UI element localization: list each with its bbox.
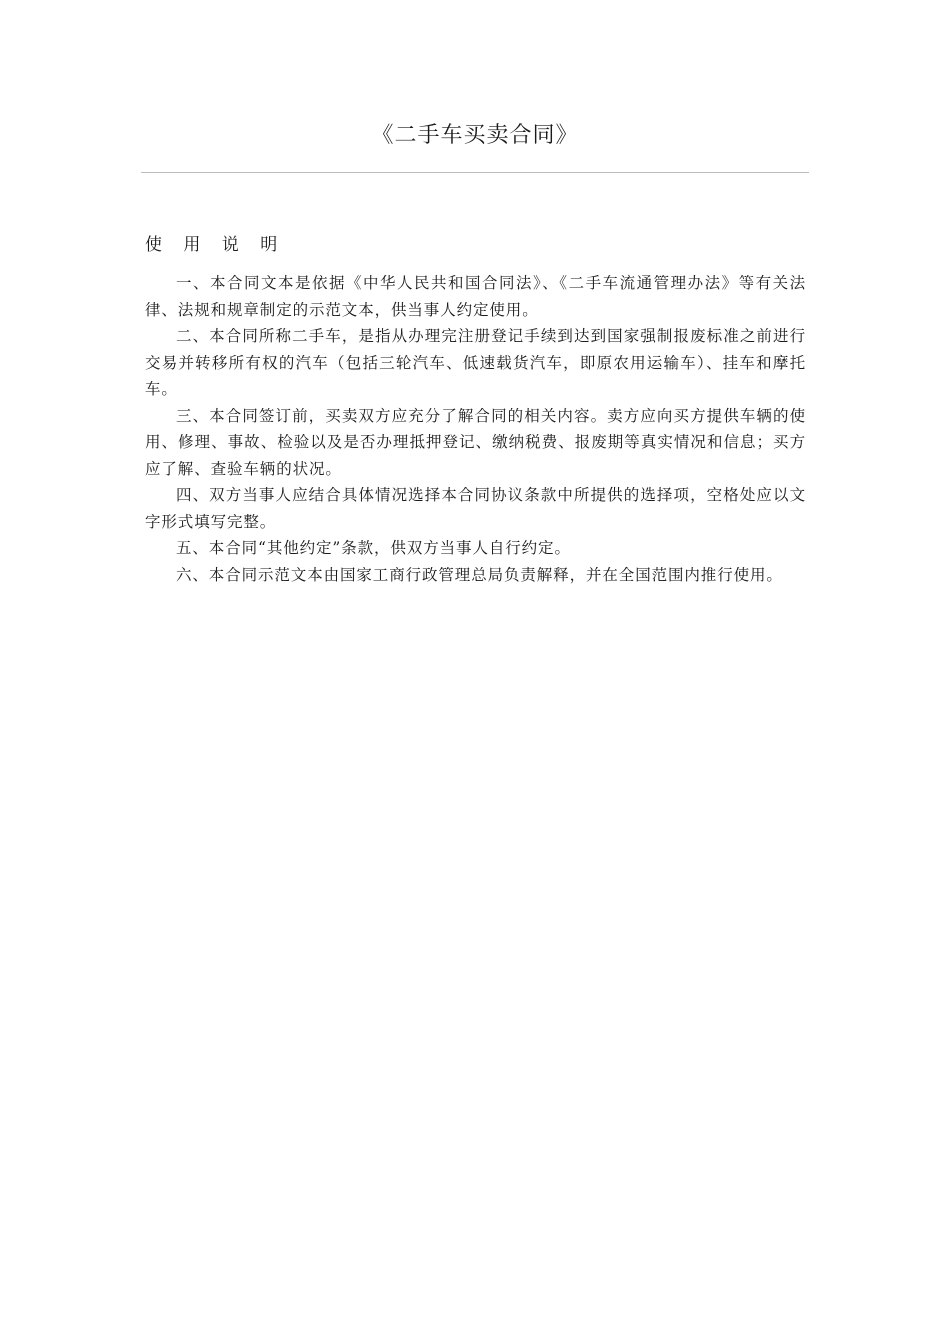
paragraph-4: 四、双方当事人应结合具体情况选择本合同协议条款中所提供的选择项，空格处应以文字形式填写完整。 (145, 486, 806, 531)
paragraph-3: 三、本合同签订前，买卖双方应充分了解合同的相关内容。卖方应向买方提供车辆的使用、修理、事故、检验以及是否办理抵押登记、缴纳税费、报废期等真实情况和信息；买方应了解、查验车辆的状况。 (145, 406, 806, 478)
paragraph-1: 一、本合同文本是依据《中华人民共和国合同法》、《二手车流通管理办法》等有关法律、法规和规章制定的示范文本，供当事人约定使用。 (145, 274, 806, 319)
instructions-body (145, 270, 806, 588)
document-title: 《二手车买卖合同》 (371, 123, 579, 148)
paragraph-2: 二、本合同所称二手车，是指从办理完注册登记手续到达到国家强制报废标准之前进行交易并转移所有权的汽车（包括三轮汽车、低速载货汽车，即原农用运输车）、挂车和摩托车。 (145, 327, 806, 398)
paragraph-6: 六、本合同示范文本由国家工商行政管理总局负责解释，并在全国范围内推行使用。 (176, 565, 783, 584)
section-heading: 使 用 说 明 (145, 235, 286, 255)
title-divider (141, 172, 809, 173)
paragraph-5: 五、本合同“其他约定”条款，供双方当事人自行约定。 (176, 539, 571, 557)
